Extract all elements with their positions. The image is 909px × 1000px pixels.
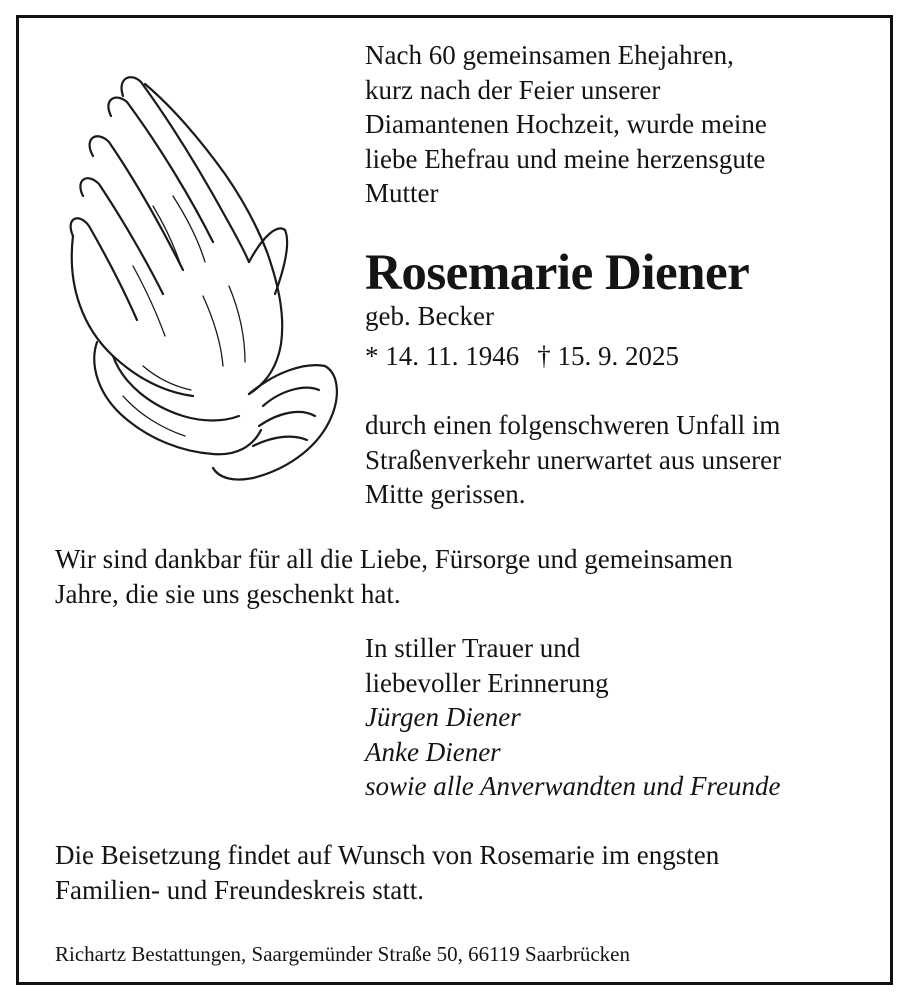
- cause-text: [365, 408, 781, 512]
- intro-line: Diamantenen Hochzeit, wurde meine: [365, 109, 767, 139]
- cause-line: durch einen folgenschweren Unfall im: [365, 410, 781, 440]
- burial-text: [55, 838, 719, 907]
- intro-line: Nach 60 gemeinsamen Ehejahren,: [365, 40, 734, 70]
- mourner-name: Jürgen Diener: [365, 702, 521, 732]
- deceased-name: Rosemarie Diener: [365, 245, 750, 301]
- thanks-line: Jahre, die sie uns geschenkt hat.: [55, 578, 401, 609]
- intro-text: [365, 38, 767, 211]
- intro-line: liebe Ehefrau und meine herzensgute: [365, 143, 766, 174]
- thanks-text: [55, 542, 733, 611]
- mourning-block: [365, 631, 780, 804]
- burial-line: Die Beisetzung findet auf Wunsch von Rosemarie im engsten: [55, 840, 720, 870]
- intro-line: Mutter: [365, 178, 439, 208]
- mourner-name: sowie alle Anverwandten und Freunde: [365, 771, 781, 801]
- mourning-line: liebevoller Erinnerung: [365, 667, 609, 698]
- praying-hands-icon: [53, 66, 343, 486]
- cause-line: Mitte gerissen.: [365, 479, 526, 509]
- thanks-line: Wir sind dankbar für all die Liebe, Fürsorge und gemeinsamen: [55, 544, 733, 574]
- obituary-frame: [16, 15, 893, 985]
- funeral-home: Richartz Bestattungen, Saargemünder Straße 50, 66119 Saarbrücken: [55, 942, 630, 966]
- life-dates: [365, 339, 679, 374]
- mourner-name: Anke Diener: [365, 736, 501, 767]
- birth-date: * 14. 11. 1946: [365, 341, 520, 371]
- death-date: † 15. 9. 2025: [537, 341, 679, 371]
- cause-line: Straßenverkehr unerwartet aus unserer: [365, 444, 782, 475]
- maiden-name: geb. Becker: [365, 301, 494, 331]
- mourning-line: In stiller Trauer und: [365, 633, 581, 663]
- burial-line: Familien- und Freundeskreis statt.: [55, 874, 424, 905]
- intro-line: kurz nach der Feier unserer: [365, 74, 661, 105]
